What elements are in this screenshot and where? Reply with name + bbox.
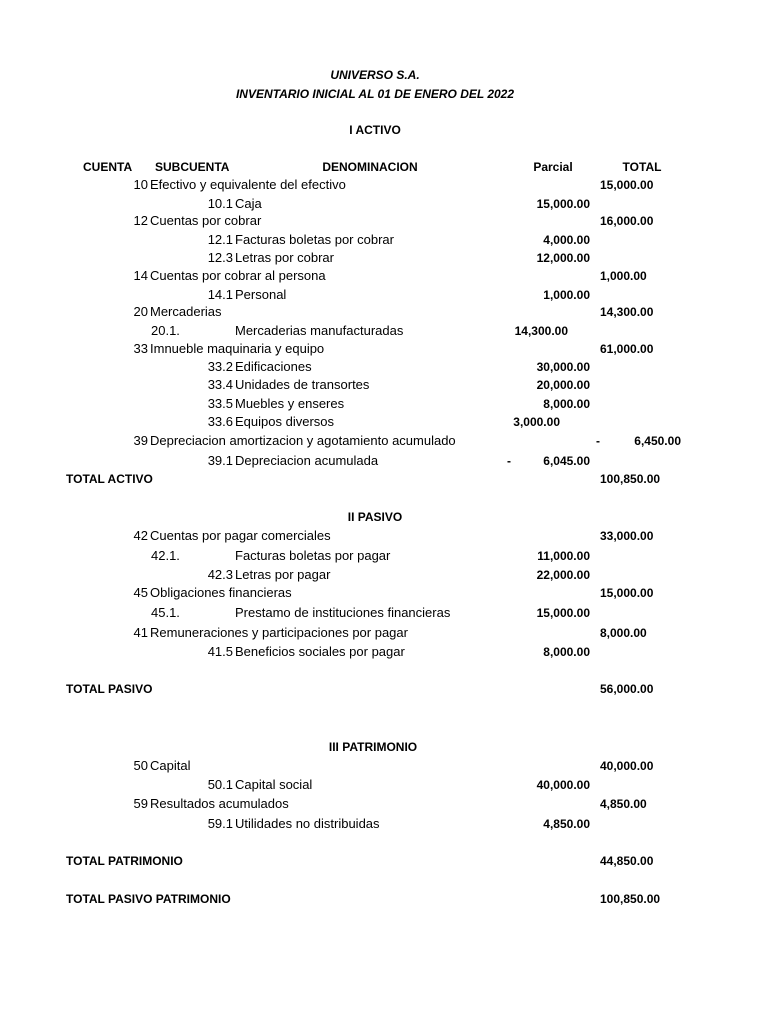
account-name: Cuentas por pagar comerciales: [150, 528, 331, 543]
subaccount-code: 33.5: [207, 396, 233, 411]
account-name: Capital: [150, 758, 191, 773]
header-subcuenta: SUBCUENTA: [155, 160, 230, 174]
section-title-activo: I ACTIVO: [349, 123, 401, 137]
subaccount-code: 33.4: [207, 377, 233, 392]
account-total: 16,000.00: [600, 214, 654, 228]
account-total: 40,000.00: [600, 759, 654, 773]
section-title-patrimonio: III PATRIMONIO: [328, 740, 418, 754]
negative-sign: -: [596, 434, 600, 448]
subaccount-code: 59.1: [207, 816, 233, 831]
header-cuenta: CUENTA: [83, 160, 133, 174]
account-total: 15,000.00: [600, 178, 654, 192]
subaccount-name: Utilidades no distribuidas: [235, 816, 380, 831]
subaccount-name: Muebles y enseres: [235, 396, 345, 411]
section-title-pasivo: II PASIVO: [347, 510, 403, 524]
subaccount-name: Caja: [235, 196, 262, 211]
account-code: 14: [133, 268, 148, 283]
account-total: 8,000.00: [600, 626, 647, 640]
account-name: Obligaciones financieras: [150, 585, 292, 600]
account-name: Mercaderias: [150, 304, 222, 319]
account-name: Depreciacion amortizacion y agotamiento acumulado: [150, 433, 456, 448]
subaccount-name: Letras por cobrar: [235, 250, 334, 265]
subaccount-name: Facturas boletas por pagar: [235, 548, 391, 563]
subaccount-parcial: 1,000.00: [543, 288, 590, 302]
header-total: TOTAL: [622, 160, 662, 174]
subaccount-parcial: 15,000.00: [536, 606, 590, 620]
subaccount-parcial: 4,850.00: [543, 817, 590, 831]
subaccount-name: Prestamo de instituciones financieras: [235, 605, 451, 620]
total-patrimonio-label: TOTAL PATRIMONIO: [66, 854, 183, 868]
subaccount-name: Beneficios sociales por pagar: [235, 644, 405, 659]
subaccount-code: 10.1: [207, 196, 233, 211]
account-total: 4,850.00: [600, 797, 647, 811]
subaccount-code: 14.1: [207, 287, 233, 302]
subaccount-parcial: 22,000.00: [536, 568, 590, 582]
subaccount-parcial: 15,000.00: [536, 197, 590, 211]
document-title: INVENTARIO INICIAL AL 01 DE ENERO DEL 2022: [235, 87, 515, 101]
subaccount-name: Capital social: [235, 777, 313, 792]
account-code: 42: [133, 528, 148, 543]
subaccount-code: 12.3: [207, 250, 233, 265]
account-name: Resultados acumulados: [150, 796, 289, 811]
account-code: 45: [133, 585, 148, 600]
subaccount-name: Edificaciones: [235, 359, 312, 374]
subaccount-name: Unidades de transortes: [235, 377, 370, 392]
account-name: Remuneraciones y participaciones por pagar: [150, 625, 408, 640]
account-total: 6,450.00: [634, 434, 681, 448]
subaccount-code: 41.5: [207, 644, 233, 659]
total-activo-label: TOTAL ACTIVO: [66, 472, 153, 486]
account-code: 20: [133, 304, 148, 319]
subaccount-name: Letras por pagar: [235, 567, 331, 582]
subaccount-code: 33.6: [207, 414, 233, 429]
account-name: Cuentas por cobrar: [150, 213, 262, 228]
negative-sign: -: [507, 454, 511, 468]
subaccount-name: Equipos diversos: [235, 414, 334, 429]
subaccount-code: 20.1.: [151, 323, 180, 338]
subaccount-code: 39.1: [207, 453, 233, 468]
header-denominacion: DENOMINACION: [322, 160, 418, 174]
subaccount-parcial: 8,000.00: [543, 645, 590, 659]
account-code: 12: [133, 213, 148, 228]
subaccount-parcial: 4,000.00: [543, 233, 590, 247]
total-pasivo-patrimonio-label: TOTAL PASIVO PATRIMONIO: [66, 892, 231, 906]
account-code: 41: [133, 625, 148, 640]
subaccount-parcial: 8,000.00: [543, 397, 590, 411]
account-total: 14,300.00: [600, 305, 654, 319]
subaccount-parcial: 12,000.00: [536, 251, 590, 265]
total-pasivo-label: TOTAL PASIVO: [66, 682, 153, 696]
account-total: 1,000.00: [600, 269, 647, 283]
account-code: 59: [133, 796, 148, 811]
account-total: 61,000.00: [600, 342, 654, 356]
account-code: 39: [133, 433, 148, 448]
subaccount-name: Depreciacion acumulada: [235, 453, 379, 468]
subaccount-parcial: 3,000.00: [513, 415, 560, 429]
total-patrimonio-value: 44,850.00: [600, 854, 654, 868]
subaccount-code: 33.2: [207, 359, 233, 374]
subaccount-name: Personal: [235, 287, 287, 302]
company-name: UNIVERSO S.A.: [330, 68, 420, 82]
subaccount-code: 50.1: [207, 777, 233, 792]
subaccount-parcial: 40,000.00: [536, 778, 590, 792]
subaccount-code: 42.1.: [151, 548, 180, 563]
subaccount-parcial: 30,000.00: [536, 360, 590, 374]
account-name: Imnueble maquinaria y equipo: [150, 341, 325, 356]
subaccount-name: Facturas boletas por cobrar: [235, 232, 394, 247]
subaccount-code: 12.1: [207, 232, 233, 247]
subaccount-parcial: 14,300.00: [514, 324, 568, 338]
total-pasivo-value: 56,000.00: [600, 682, 654, 696]
subaccount-name: Mercaderias manufacturadas: [235, 323, 404, 338]
subaccount-parcial: 6,045.00: [543, 454, 590, 468]
subaccount-parcial: 20,000.00: [536, 378, 590, 392]
account-code: 33: [133, 341, 148, 356]
header-parcial: Parcial: [533, 160, 573, 174]
account-code: 50: [133, 758, 148, 773]
subaccount-code: 42.3: [207, 567, 233, 582]
subaccount-parcial: 11,000.00: [537, 549, 590, 563]
total-activo-value: 100,850.00: [600, 472, 661, 486]
account-total: 33,000.00: [600, 529, 654, 543]
total-pasivo-patrimonio-value: 100,850.00: [600, 892, 661, 906]
subaccount-code: 45.1.: [151, 605, 180, 620]
account-total: 15,000.00: [600, 586, 654, 600]
account-name: Efectivo y equivalente del efectivo: [150, 177, 346, 192]
account-name: Cuentas por cobrar al persona: [150, 268, 326, 283]
account-code: 10: [133, 177, 148, 192]
